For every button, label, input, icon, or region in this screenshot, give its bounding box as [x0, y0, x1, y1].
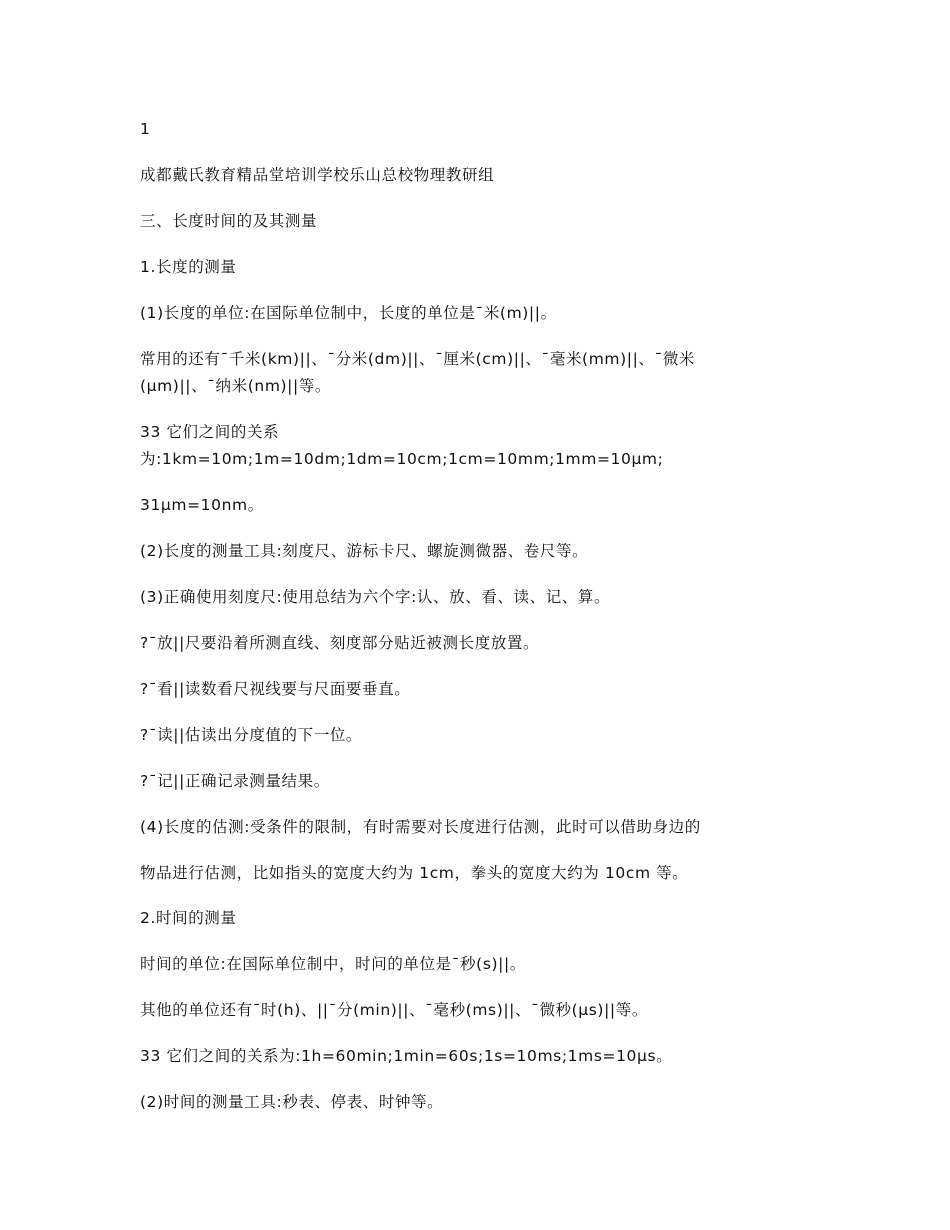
text-line: 为:1km=10m;1m=10dm;1dm=10cm;1cm=10mm;1mm=10μm; [140, 450, 664, 468]
text-line: 33 它们之间的关系为:1h=60min;1min=60s;1s=10ms;1ms=10μs。 [140, 1047, 673, 1065]
text-line: 31μm=10nm。 [140, 496, 264, 514]
text-line: (4)长度的估测:受条件的限制，有时需要对长度进行估测，此时可以借助身边的 [140, 818, 701, 836]
text-line: ?¯记||正确记录测量结果。 [140, 772, 330, 790]
text-line: 33 它们之间的关系 [140, 423, 280, 441]
text-line: 时间的单位:在国际单位制中，时问的单位是¯秒(s)||。 [140, 955, 526, 973]
header-line: 成都戴氏教育精品堂培训学校乐山总校物理教研组 [140, 166, 495, 184]
text-line: ?¯放||尺要沿着所测直线、刻度部分贴近被测长度放置。 [140, 634, 540, 652]
section-title: 三、长度时间的及其测量 [140, 212, 318, 230]
subsection-heading: 2.时间的测量 [140, 909, 237, 927]
text-line: ?¯读||估读出分度值的下一位。 [140, 726, 363, 744]
text-line: 物品进行估测，比如指头的宽度大约为 1cm，拳头的宽度大约为 10cm 等。 [140, 864, 689, 882]
text-line: (μm)||、¯纳米(nm)||等。 [140, 377, 332, 395]
page-number: 1 [140, 120, 151, 138]
text-line: (3)正确使用刻度尺:使用总结为六个字:认、放、看、读、记、算。 [140, 588, 611, 606]
text-line: 常用的还有¯千米(km)||、¯分米(dm)||、¯厘米(cm)||、¯毫米(mm)||、¯微米 [140, 350, 696, 368]
text-line: (1)长度的单位:在国际单位制中，长度的单位是¯米(m)||。 [140, 304, 557, 322]
text-line: (2)时间的测量工具:秒表、停表、时钟等。 [140, 1093, 444, 1111]
text-line: 其他的单位还有¯时(h)、||¯分(min)||、¯毫秒(ms)||、¯微秒(μs)||等。 [140, 1001, 648, 1019]
text-line: (2)长度的测量工具:刻度尺、游标卡尺、螺旋测微器、卷尺等。 [140, 542, 589, 560]
subsection-heading: 1.长度的测量 [140, 258, 237, 276]
text-line: ?¯看||读数看尺视线要与尺面要垂直。 [140, 680, 411, 698]
